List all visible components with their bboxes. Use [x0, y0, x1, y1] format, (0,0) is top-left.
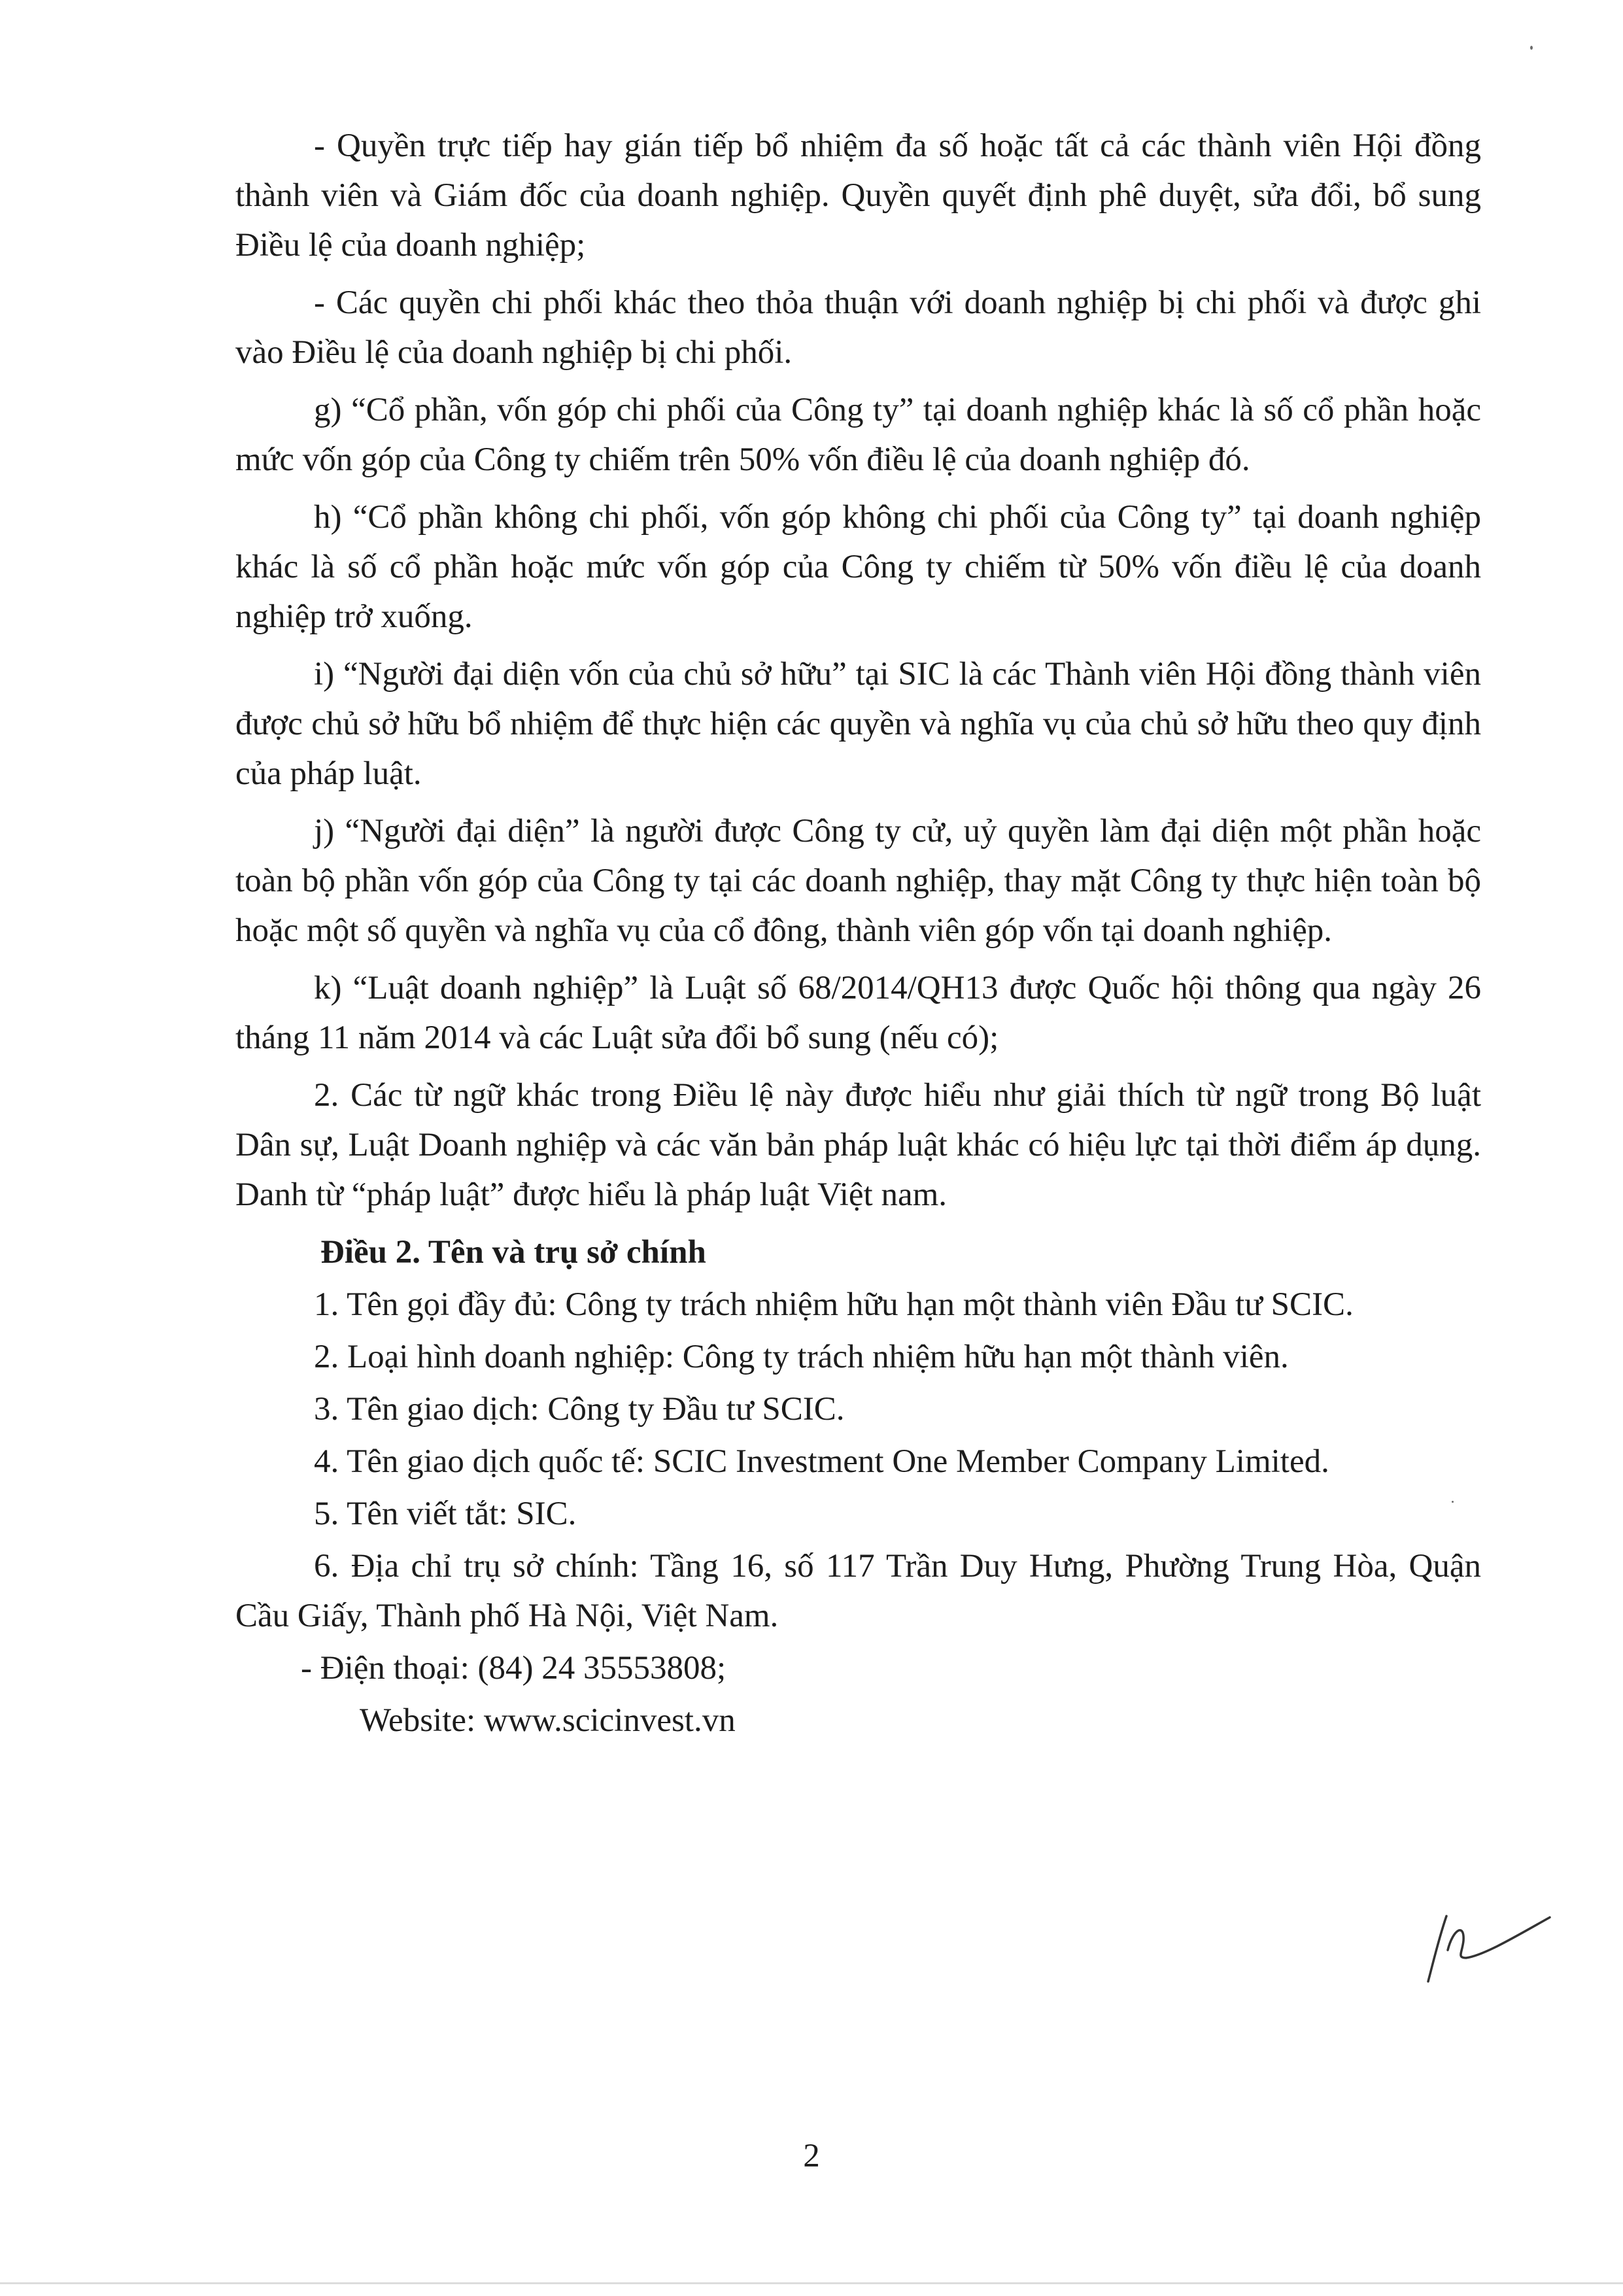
paragraph-definition-i: i) “Người đại diện vốn của chủ sở hữu” tại SIC là các Thành viên Hội đồng thành viên được chủ sở hữu bổ nhiệm để thực hiện các quyền và nghĩa vụ của chủ sở hữu theo quy định của pháp luật. — [235, 656, 1481, 792]
paragraph-definition-g: g) “Cổ phần, vốn góp chi phối của Công ty” tại doanh nghiệp khác là số cổ phần hoặc mức vốn góp của Công ty chiếm trên 50% vốn điều lệ của doanh nghiệp đó. — [235, 392, 1481, 478]
article-item-international-name: 4. Tên giao dịch quốc tế: SCIC Investment One Member Company Limited. — [314, 1443, 1329, 1480]
article-item-phone: - Điện thoại: (84) 24 35553808; — [301, 1650, 726, 1687]
paragraph-other-control-rights: - Các quyền chi phối khác theo thỏa thuận với doanh nghiệp bị chi phối và được ghi vào Điều lệ của doanh nghiệp bị chi phối. — [235, 284, 1481, 371]
paragraph-definition-j: j) “Người đại diện” là người được Công ty cử, uỷ quyền làm đại diện một phần hoặc toàn bộ phần vốn góp của Công ty tại các doanh nghiệp, thay mặt Công ty thực hiện toàn bộ hoặc một số quyền và nghĩa vụ của cổ đông, thành viên góp vốn tại doanh nghiệp. — [235, 813, 1481, 949]
article-item-address: 6. Địa chỉ trụ sở chính: Tầng 16, số 117 Trần Duy Hưng, Phường Trung Hòa, Quận Cầu Giấy, Thành phố Hà Nội, Việt Nam. — [235, 1548, 1481, 1634]
initials-signature-icon — [1419, 1890, 1556, 1988]
article-item-full-name: 1. Tên gọi đầy đủ: Công ty trách nhiệm hữu hạn một thành viên Đầu tư SCIC. — [314, 1286, 1354, 1323]
article-2-heading: Điều 2. Tên và trụ sở chính — [320, 1234, 706, 1271]
article-item-abbreviation: 5. Tên viết tắt: SIC. — [314, 1496, 577, 1532]
paragraph-appointment-rights: - Quyền trực tiếp hay gián tiếp bổ nhiệm đa số hoặc tất cả các thành viên Hội đồng thành viên và Giám đốc của doanh nghiệp. Quyền quyết định phê duyệt, sửa đổi, bổ sung Điều lệ của doanh nghiệp; — [235, 128, 1481, 264]
document-body — [235, 121, 1481, 1748]
article-item-trade-name: 3. Tên giao dịch: Công ty Đầu tư SCIC. — [314, 1391, 845, 1428]
paragraph-definition-k: k) “Luật doanh nghiệp” là Luật số 68/2014/QH13 được Quốc hội thông qua ngày 26 tháng 11 năm 2014 và các Luật sửa đổi bổ sung (nếu có); — [235, 970, 1481, 1056]
scan-bottom-edge — [0, 2282, 1623, 2284]
paragraph-definition-h: h) “Cổ phần không chi phối, vốn góp không chi phối của Công ty” tại doanh nghiệp khác là số cổ phần hoặc mức vốn góp của Công ty chiếm từ 50% vốn điều lệ của doanh nghiệp trở xuống. — [235, 499, 1481, 635]
article-item-enterprise-type: 2. Loại hình doanh nghiệp: Công ty trách nhiệm hữu hạn một thành viên. — [314, 1339, 1289, 1375]
scan-speck — [1530, 46, 1533, 50]
article-item-website: Website: www.scicinvest.vn — [360, 1702, 736, 1739]
paragraph-other-terms: 2. Các từ ngữ khác trong Điều lệ này được hiểu như giải thích từ ngữ trong Bộ luật Dân sự, Luật Doanh nghiệp và các văn bản pháp luật khác có hiệu lực tại thời điểm áp dụng. Danh từ “pháp luật” được hiểu là pháp luật Việt nam. — [235, 1077, 1481, 1213]
page-number: 2 — [803, 2138, 820, 2174]
